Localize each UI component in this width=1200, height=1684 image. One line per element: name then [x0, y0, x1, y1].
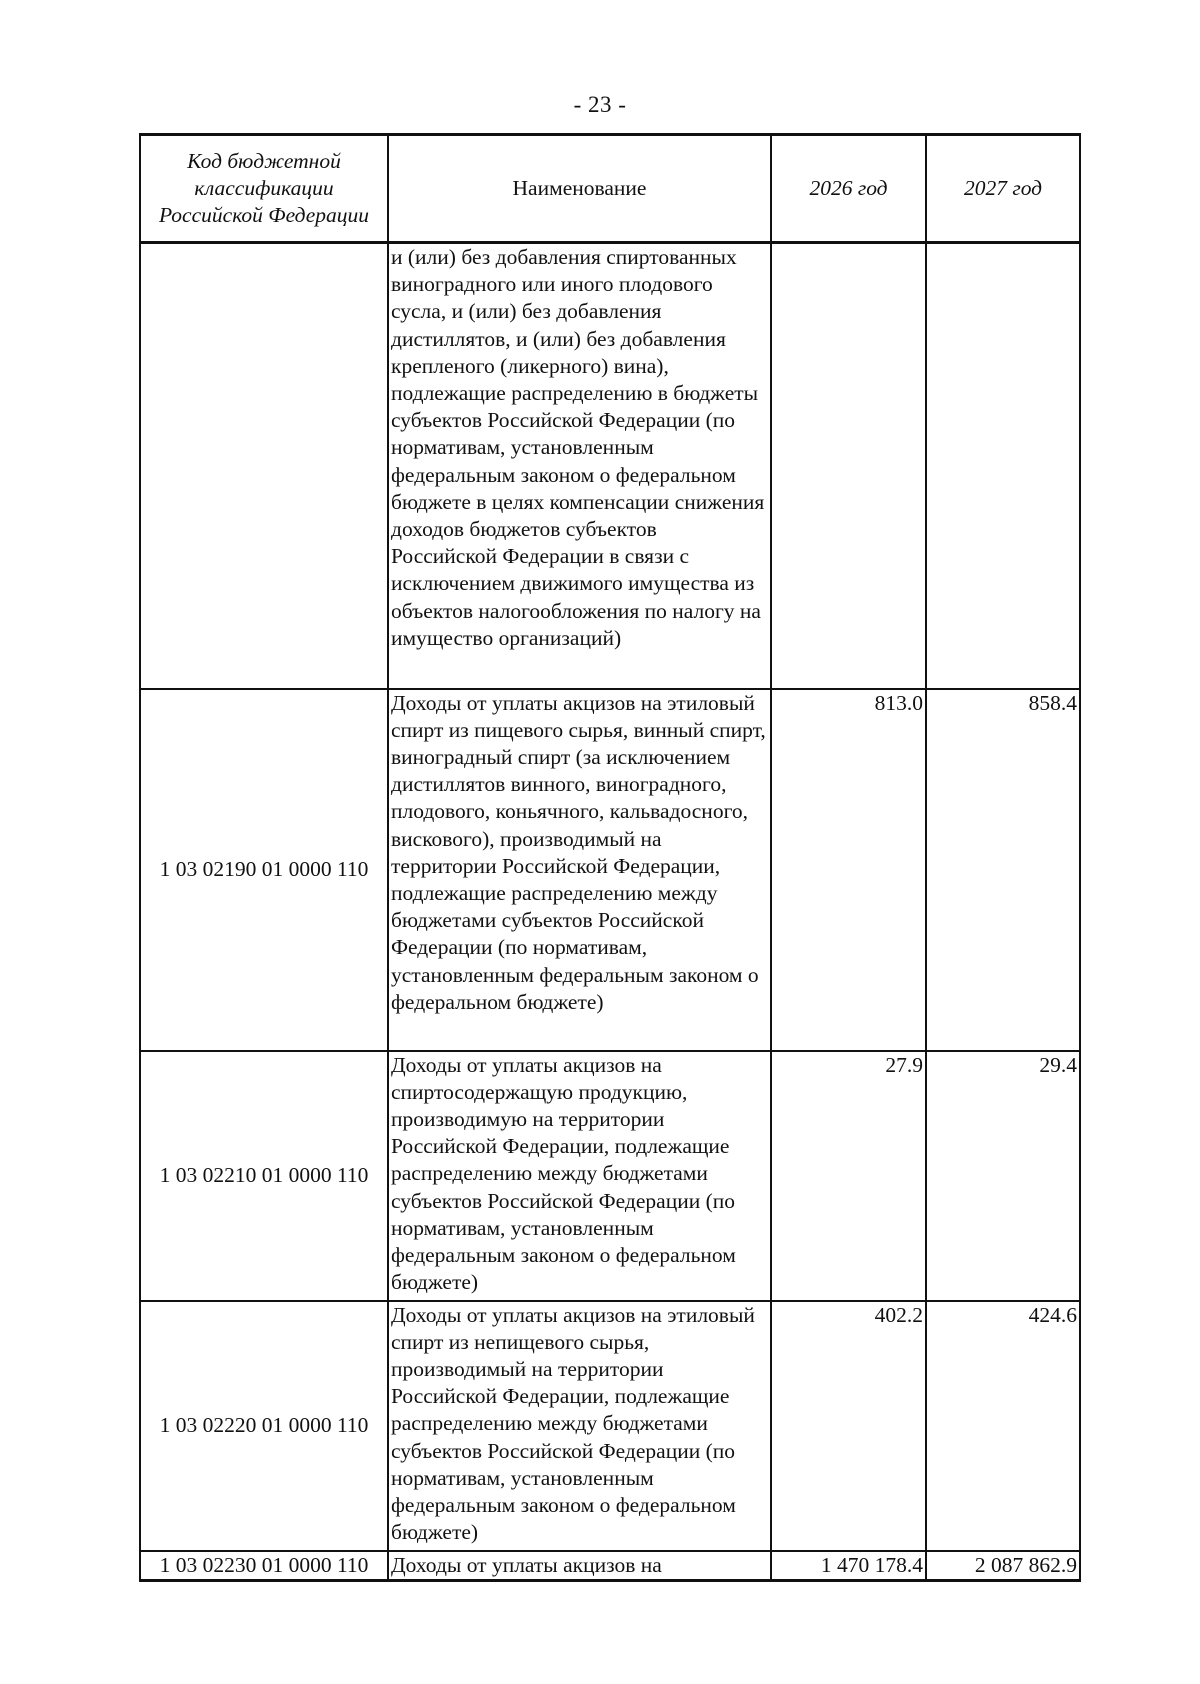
table-row: [140, 1551, 1080, 1581]
row-name: Доходы от уплаты акцизов на этиловый спирт из пищевого сырья, винный спирт, виноградный спирт (за исключением дистиллятов винного, виноградного, плодового, коньячного, кальвадосного, вискового), производимый на территории Российской Федерации, подлежащие распределению между бюджетами субъектов Российской Федерации (по нормативам, установленным федеральным законом о федеральном бюджете): [388, 689, 771, 1051]
row-value-2027: 858.4: [926, 689, 1080, 1051]
row-code: 1 03 02230 01 0000 110: [140, 1551, 388, 1581]
row-code: 1 03 02190 01 0000 110: [140, 689, 388, 1051]
table-row: [140, 1051, 1080, 1301]
row-name: и (или) без добавления спиртованных виноградного или иного плодового сусла, и (или) без добавления дистиллятов, и (или) без добавления крепленого (ликерного) вина), подлежащие распределению в бюджеты субъектов Российской Федерации (по нормативам, установленным федеральным законом о федеральном бюджете в целях компенсации снижения доходов бюджетов субъектов Российской Федерации в связи с исключением движимого имущества из объектов налогообложения по налогу на имущество организаций): [388, 243, 771, 689]
row-value-2027: 29.4: [926, 1051, 1080, 1301]
table-header-row: [140, 135, 1080, 243]
header-name: Наименование: [388, 135, 771, 243]
header-year-2026: 2026 год: [771, 135, 926, 243]
table-row: [140, 243, 1080, 689]
row-value-2026: 402.2: [771, 1301, 926, 1551]
row-value-2027: [926, 243, 1080, 689]
budget-table: [139, 133, 1081, 1582]
header-year-2027: 2027 год: [926, 135, 1080, 243]
row-value-2026: 1 470 178.4: [771, 1551, 926, 1581]
table-row: [140, 1301, 1080, 1551]
row-value-2026: 27.9: [771, 1051, 926, 1301]
row-value-2027: 2 087 862.9: [926, 1551, 1080, 1581]
row-value-2026: 813.0: [771, 689, 926, 1051]
page-number: - 23 -: [573, 92, 627, 117]
row-name: Доходы от уплаты акцизов на спиртосодержащую продукцию, производимую на территории Российской Федерации, подлежащие распределению между бюджетами субъектов Российской Федерации (по нормативам, установленным федеральным законом о федеральном бюджете): [388, 1051, 771, 1301]
row-value-2026: [771, 243, 926, 689]
row-code: [140, 243, 388, 689]
table-row: [140, 689, 1080, 1051]
row-name: Доходы от уплаты акцизов на этиловый спирт из непищевого сырья, производимый на территории Российской Федерации, подлежащие распределению между бюджетами субъектов Российской Федерации (по нормативам, установленным федеральным законом о федеральном бюджете): [388, 1301, 771, 1551]
row-name: Доходы от уплаты акцизов на: [388, 1551, 771, 1581]
row-code: 1 03 02210 01 0000 110: [140, 1051, 388, 1301]
row-value-2027: 424.6: [926, 1301, 1080, 1551]
header-budget-code: Код бюджетной классификации Российской Федерации: [140, 135, 388, 243]
row-code: 1 03 02220 01 0000 110: [140, 1301, 388, 1551]
